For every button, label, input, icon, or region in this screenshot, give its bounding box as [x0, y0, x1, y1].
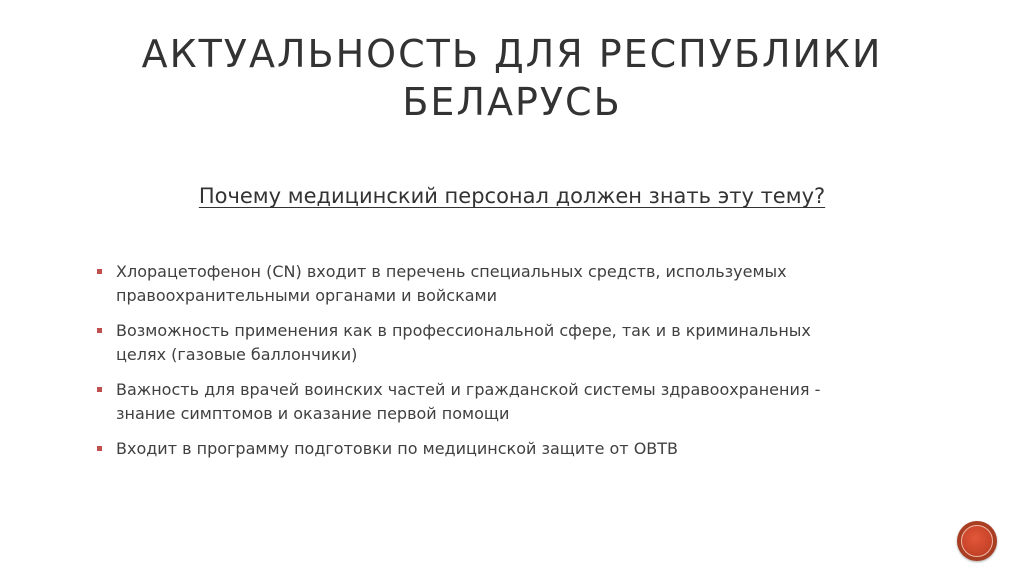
- bullet-item-3: [96, 378, 926, 426]
- bullet-4-line-1: Входит в программу подготовки по медицинской защите от ОВТВ: [116, 439, 679, 458]
- slide-title-line-2: БЕЛАРУСЬ: [402, 80, 622, 124]
- square-bullet-icon: [97, 387, 102, 392]
- circle-button-icon: [961, 525, 993, 557]
- square-bullet-icon: [97, 269, 102, 274]
- bullet-3-line-1: Важность для врачей воинских частей и гражданской системы здравоохранения -: [116, 380, 821, 399]
- bullet-1-line-1: Хлорацетофенон (CN) входит в перечень специальных средств, используемых: [116, 262, 787, 281]
- slide-subtitle-text: Почему медицинский персонал должен знать эту тему?: [198, 184, 826, 208]
- bullet-2-line-2: целях (газовые баллончики): [116, 345, 358, 364]
- slide-title: [112, 30, 912, 126]
- bullet-2-line-1: Возможность применения как в профессиональной сфере, так и в криминальных: [116, 321, 811, 340]
- next-slide-button[interactable]: [957, 521, 997, 561]
- bullet-1-line-2: правоохранительными органами и войсками: [116, 286, 497, 305]
- bullet-list: [96, 260, 926, 472]
- square-bullet-icon: [97, 328, 102, 333]
- slide-title-line-1: АКТУАЛЬНОСТЬ ДЛЯ РЕСПУБЛИКИ: [141, 32, 883, 76]
- bullet-item-4: [96, 437, 926, 461]
- bullet-item-2: [96, 319, 926, 367]
- square-bullet-icon: [97, 446, 102, 451]
- slide-subtitle: [0, 181, 1024, 211]
- bullet-item-1: [96, 260, 926, 308]
- bullet-3-line-2: знание симптомов и оказание первой помощи: [116, 404, 510, 423]
